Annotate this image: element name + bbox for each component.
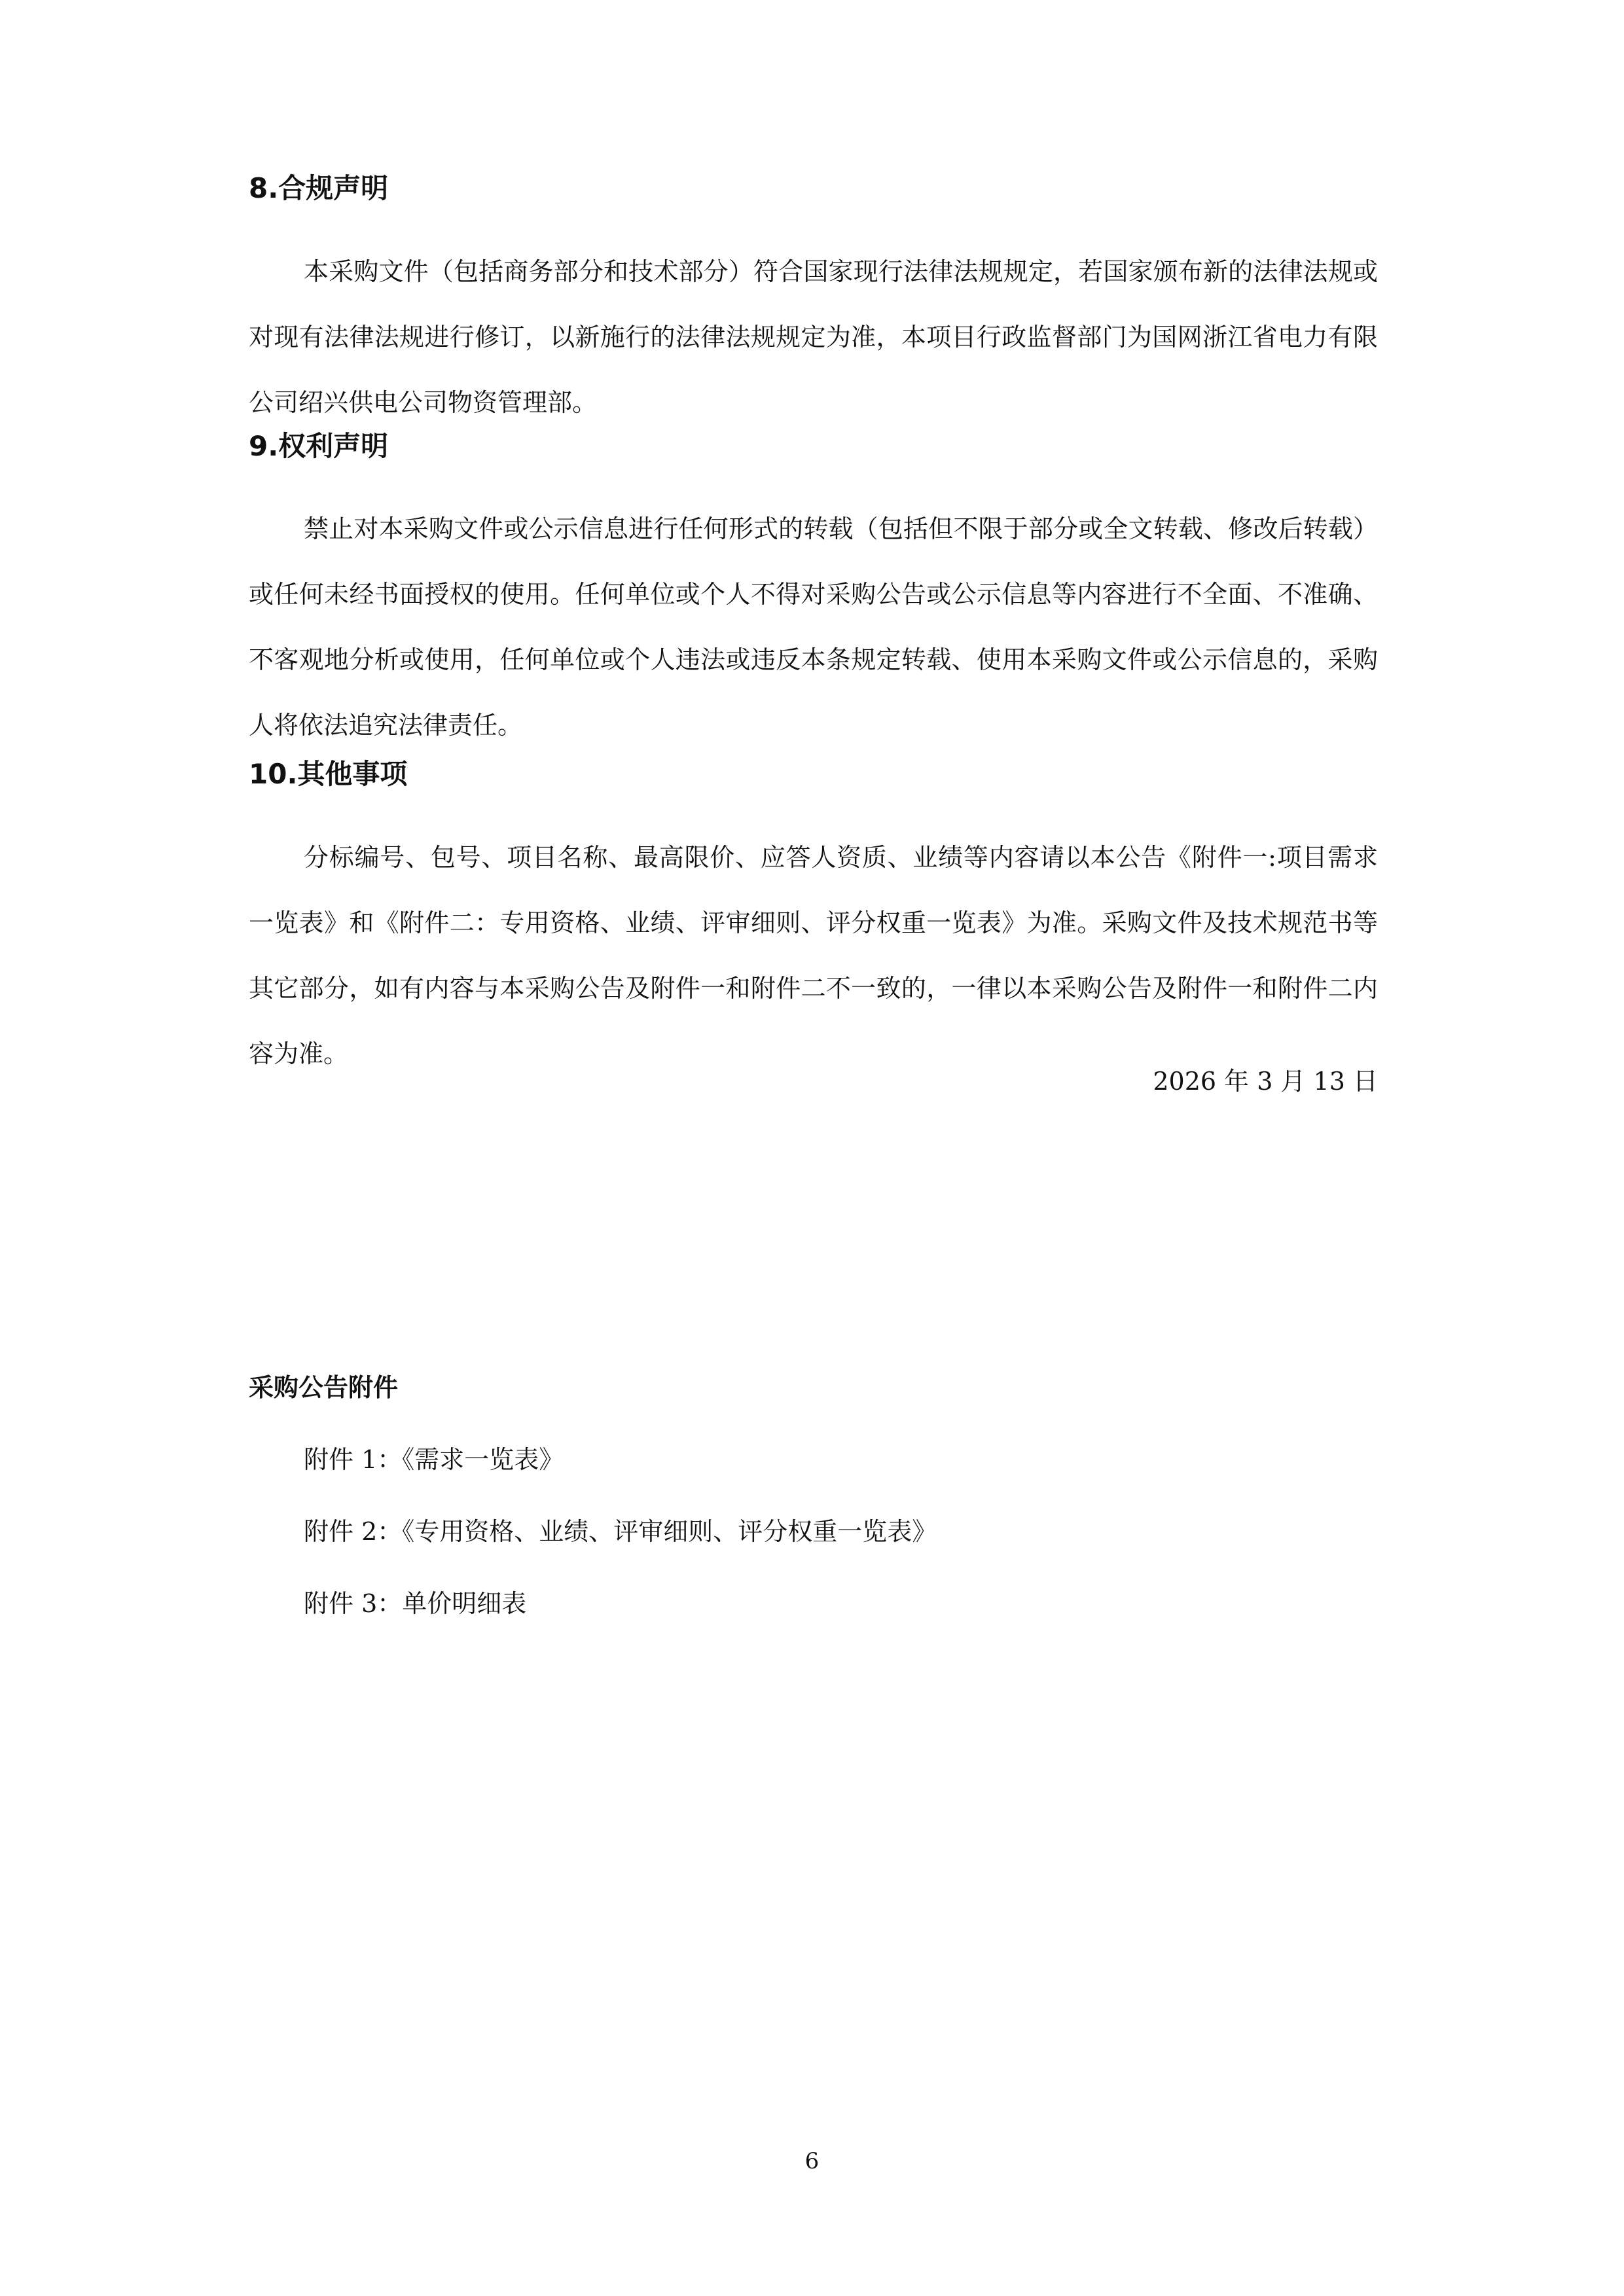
page-number: 6 (804, 2148, 820, 2174)
attachment-item-2: 附件 2：《专用资格、业绩、评审细则、评分权重一览表》 (304, 1517, 937, 1546)
document-date: 2026 年 3 月 13 日 (1153, 1067, 1378, 1096)
section-heading-rights: 9.权利声明 (249, 430, 389, 462)
section-body-rights: 禁止对本采购文件或公示信息进行任何形式的转载（包括但不限于部分或全文转载、修改后转载）或任何未经书面授权的使用。任何单位或个人不得对采购公告或公示信息等内容进行不全面、不准确、不客观地分析或使用，任何单位或个人违法或违反本条规定转载、使用本采购文件或公示信息的，采购人将依法追究法律责任。 (249, 514, 1378, 740)
section-body-compliance: 本采购文件（包括商务部分和技术部分）符合国家现行法律法规规定，若国家颁布新的法律法规或对现有法律法规进行修订，以新施行的法律法规规定为准，本项目行政监督部门为国网浙江省电力有限公司绍兴供电公司物资管理部。 (249, 257, 1378, 417)
attachments-title: 采购公告附件 (249, 1373, 399, 1402)
section-body-other: 分标编号、包号、项目名称、最高限价、应答人资质、业绩等内容请以本公告《附件一:项目需求一览表》和《附件二：专用资格、业绩、评审细则、评分权重一览表》为准。采购文件及技术规范书等其它部分，如有内容与本采购公告及附件一和附件二不一致的，一律以本采购公告及附件一和附件二内容为准。 (249, 843, 1378, 1068)
attachment-item-1: 附件 1：《需求一览表》 (304, 1445, 564, 1474)
attachment-list (304, 1424, 937, 1640)
section-heading-other: 10.其他事项 (249, 758, 408, 790)
section-heading-compliance: 8.合规声明 (249, 172, 389, 204)
attachment-item-3: 附件 3：单价明细表 (304, 1589, 527, 1618)
